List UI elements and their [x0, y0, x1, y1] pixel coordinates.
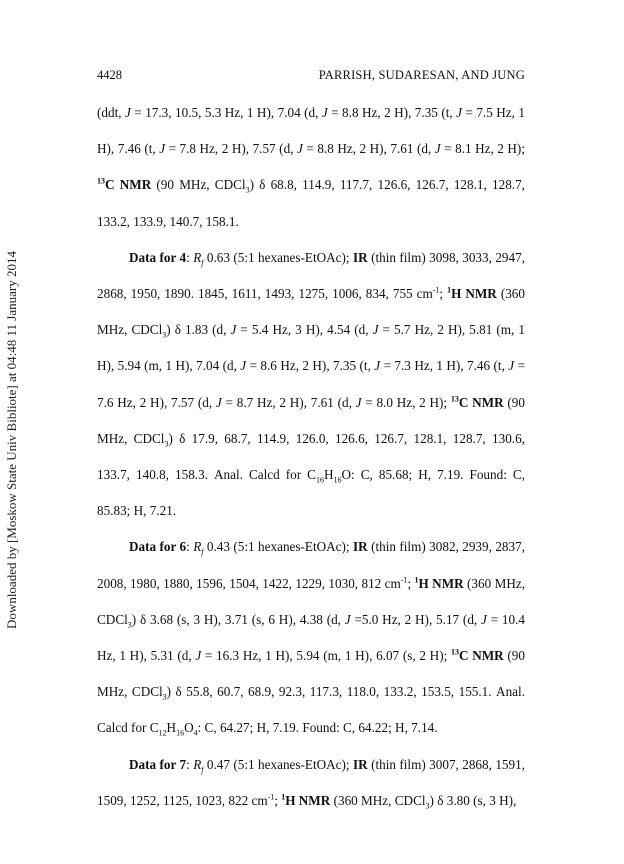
- paragraph-data-4: Data for 4: $R_f$ 0.63 (5:1 hexanes-EtOAc); IR (thin film) 3098, 3033, 2947, 2868, 1950, 1890. 1845, 1611, 1493, 1275, 1006, 834, 755 $cm^{-1}$; $^1$H NMR (360 MHz, CDCl$_3$) δ 1.83 (d, J = 5.4 Hz, 3 H), 4.54 (d, J = 5.7 Hz, 2 H), 5.81 (m, 1 H), 5.94 (m, 1 H), 7.04 (d, J = 8.6 Hz, 2 H), 7.35 (t, J = 7.3 Hz, 1 H), 7.46 (t, J = 7.6 Hz, 2 H), 7.57 (d, J = 8.7 Hz, 2 H), 7.61 (d, J = 8.0 Hz, 2 H); $^{13}$C NMR (90 MHz, CDCl$_3$) δ 17.9, 68.7, 114.9, 126.0, 126.6, 126.7, 128.1, 128.7, 130.6, 133.7, 140.8, 158.3. Anal. Calcd for $C_{16}H_{16}O$: C, 85.68; H, 7.19. Found: C, 85.83; H, 7.21.: [97, 249, 526, 519]
- download-watermark: [2, 240, 22, 640]
- running-head: PARRISH, SUDARESAN, AND JUNG: [318, 68, 525, 82]
- article-body: [97, 95, 525, 819]
- paragraph-data-7: Data for 7: $R_f$ 0.47 (5:1 hexanes-EtOAc); IR (thin film) 3007, 2868, 1591, 1509, 1252, 1125, 1023, 822 $cm^{-1}$; $^1$H NMR (360 MHz, CDCl$_3$) δ 3.80 (s, 3 H),: [97, 756, 525, 811]
- paragraph-data-6: Data for 6: $R_f$ 0.43 (5:1 hexanes-EtOAc); IR (thin film) 3082, 2939, 2837, 2008, 1980, 1880, 1596, 1504, 1422, 1229, 1030, 812 $cm^{-1}$; $^1$H NMR (360 MHz, CDCl$_3$) δ 3.68 (s, 3 H), 3.71 (s, 6 H), 4.38 (d, J =5.0 Hz, 2 H), 5.17 (d, J = 10.4 Hz, 1 H), 5.31 (d, J = 16.3 Hz, 1 H), 5.94 (m, 1 H), 6.07 (s, 2 H); $^{13}$C NMR (90 MHz, CDCl$_3$) δ 55.8, 60.7, 68.9, 92.3, 117.3, 118.0, 133.2, 153.5, 155.1. Anal. Calcd for $C_{12}H_{16}O_4$: C, 64.27; H, 7.19. Found: C, 64.22; H, 7.14.: [97, 539, 526, 739]
- page-header: [97, 68, 525, 86]
- paragraph-continued: (ddt, J = 17.3, 10.5, 5.3 Hz, 1 H), 7.04 (d, J = 8.8 Hz, 2 H), 7.35 (t, J = 7.5 Hz, 1 H), 7.46 (t, J = 7.8 Hz, 2 H), 7.57 (d, J = 8.8 Hz, 2 H), 7.61 (d, J = 8.1 Hz, 2 H); $^{13}$C NMR (90 MHz, CDCl$_3$) δ 68.8, 114.9, 117.7, 126.6, 126.7, 128.1, 128.7, 133.2, 133.9, 140.7, 158.1.: [97, 105, 525, 229]
- download-note-text: Downloaded by [Moskow State Univ Bibliote] at 04:48 11 January 2014: [4, 251, 19, 629]
- page-number: 4428: [97, 68, 122, 82]
